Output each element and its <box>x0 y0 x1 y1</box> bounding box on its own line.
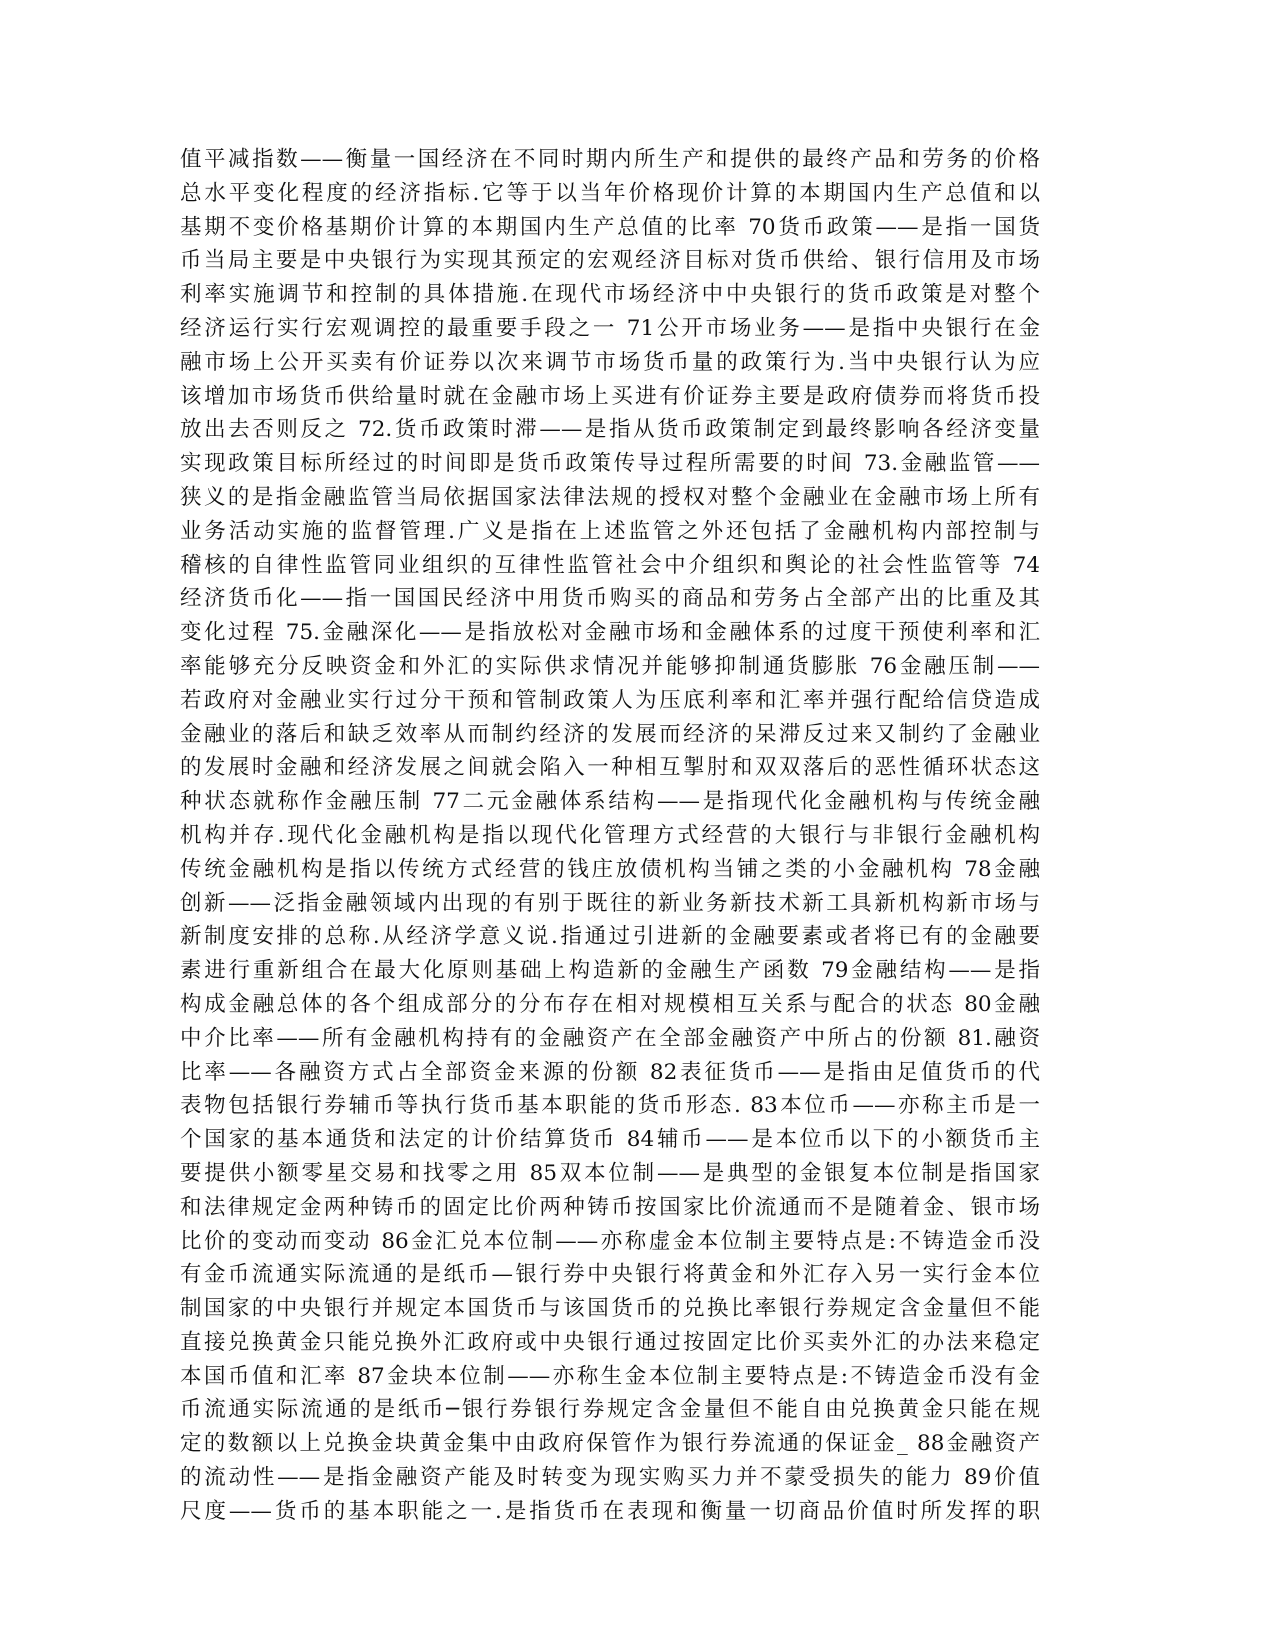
text-line: 该增加市场货币供给量时就在金融市场上买进有价证券主要是政府债券而将货币投 <box>180 383 1040 409</box>
text-line: 基期不变价格基期价计算的本期国内生产总值的比率 70货币政策——是指一国货 <box>180 214 1040 240</box>
text-line: 狭义的是指金融监管当局依据国家法律法规的授权对整个金融业在金融市场上所有 <box>180 484 1040 510</box>
text-line: 个国家的基本通货和法定的计价结算货币 84辅币——是本位币以下的小额货币主 <box>180 1127 1040 1153</box>
text-line: 制国家的中央银行并规定本国货币与该国货币的兑换比率银行券规定含金量但不能 <box>180 1296 1040 1322</box>
text-line: 比率——各融资方式占全部资金来源的份额 82表征货币——是指由足值货币的代 <box>180 1059 1040 1085</box>
text-line: 若政府对金融业实行过分干预和管制政策人为压底利率和汇率并强行配给信贷造成 <box>180 687 1040 713</box>
text-line: 种状态就称作金融压制 77二元金融体系结构——是指现代化金融机构与传统金融 <box>180 789 1040 815</box>
text-line: 的流动性——是指金融资产能及时转变为现实购买力并不蒙受损失的能力 89价值 <box>180 1465 1040 1491</box>
text-line: 率能够充分反映资金和外汇的实际供求情况并能够抑制通货膨胀 76金融压制—— <box>180 653 1040 679</box>
text-line: 币流通实际流通的是纸币─银行券银行券规定含金量但不能自由兑换黄金只能在规 <box>180 1397 1040 1423</box>
text-line: 机构并存.现代化金融机构是指以现代化管理方式经营的大银行与非银行金融机构 <box>180 822 1040 848</box>
text-line: 经济运行实行宏观调控的最重要手段之一 71公开市场业务——是指中央银行在金 <box>180 315 1040 341</box>
text-line: 直接兑换黄金只能兑换外汇政府或中央银行通过按固定比价买卖外汇的办法来稳定 <box>180 1329 1040 1355</box>
text-line: 变化过程 75.金融深化——是指放松对金融市场和金融体系的过度干预使利率和汇 <box>180 620 1040 646</box>
text-line: 实现政策目标所经过的时间即是货币政策传导过程所需要的时间 73.金融监管—— <box>180 451 1040 477</box>
text-line: 中介比率——所有金融机构持有的金融资产在全部金融资产中所占的份额 81.融资 <box>180 1025 1040 1051</box>
text-line: 定的数额以上兑换金块黄金集中由政府保管作为银行券流通的保证金_ 88金融资产 <box>180 1431 1040 1457</box>
text-line: 和法律规定金两种铸币的固定比价两种铸币按国家比价流通而不是随着金、银市场 <box>180 1194 1040 1220</box>
text-line: 值平减指数——衡量一国经济在不同时期内所生产和提供的最终产品和劳务的价格 <box>180 147 1040 172</box>
text-line: 利率实施调节和控制的具体措施.在现代市场经济中中央银行的货币政策是对整个 <box>180 282 1040 308</box>
text-line: 融市场上公开买卖有价证券以次来调节市场货币量的政策行为.当中央银行认为应 <box>180 349 1040 375</box>
text-line: 经济货币化——指一国国民经济中用货币购买的商品和劳务占全部产出的比重及其 <box>180 586 1040 612</box>
text-line: 本国币值和汇率 87金块本位制——亦称生金本位制主要特点是:不铸造金币没有金 <box>180 1363 1040 1389</box>
text-line: 稽核的自律性监管同业组织的互律性监管社会中介组织和舆论的社会性监管等 74 <box>180 552 1040 578</box>
text-line: 比价的变动而变动 86金汇兑本位制——亦称虚金本位制主要特点是:不铸造金币没 <box>180 1228 1040 1254</box>
body-text <box>180 143 1040 1529</box>
text-line: 新制度安排的总称.从经济学意义说.指通过引进新的金融要素或者将已有的金融要 <box>180 924 1040 950</box>
text-line: 金融业的落后和缺乏效率从而制约经济的发展而经济的呆滞反过来又制约了金融业 <box>180 721 1040 747</box>
text-line: 表物包括银行券辅币等执行货币基本职能的货币形态. 83本位币——亦称主币是一 <box>180 1093 1040 1119</box>
text-line: 要提供小额零星交易和找零之用 85双本位制——是典型的金银复本位制是指国家 <box>180 1160 1040 1186</box>
text-line: 传统金融机构是指以传统方式经营的钱庄放债机构当铺之类的小金融机构 78金融 <box>180 856 1040 882</box>
text-line: 构成金融总体的各个组成部分的分布存在相对规模相互关系与配合的状态 80金融 <box>180 991 1040 1017</box>
text-line: 币当局主要是中央银行为实现其预定的宏观经济目标对货币供给、银行信用及市场 <box>180 248 1040 274</box>
text-line: 放出去否则反之 72.货币政策时滞——是指从货币政策制定到最终影响各经济变量 <box>180 417 1040 443</box>
text-line: 尺度——货币的基本职能之一.是指货币在表现和衡量一切商品价值时所发挥的职 <box>180 1498 1040 1524</box>
text-line: 素进行重新组合在最大化原则基础上构造新的金融生产函数 79金融结构——是指 <box>180 958 1040 984</box>
text-line: 有金币流通实际流通的是纸币—银行券中央银行将黄金和外汇存入另一实行金本位 <box>180 1262 1040 1288</box>
text-line: 的发展时金融和经济发展之间就会陷入一种相互掣肘和双双落后的恶性循环状态这 <box>180 755 1040 781</box>
text-line: 创新——泛指金融领域内出现的有别于既往的新业务新技术新工具新机构新市场与 <box>180 890 1040 916</box>
text-line: 业务活动实施的监督管理.广义是指在上述监管之外还包括了金融机构内部控制与 <box>180 518 1040 544</box>
text-line: 总水平变化程度的经济指标.它等于以当年价格现价计算的本期国内生产总值和以 <box>180 180 1040 206</box>
